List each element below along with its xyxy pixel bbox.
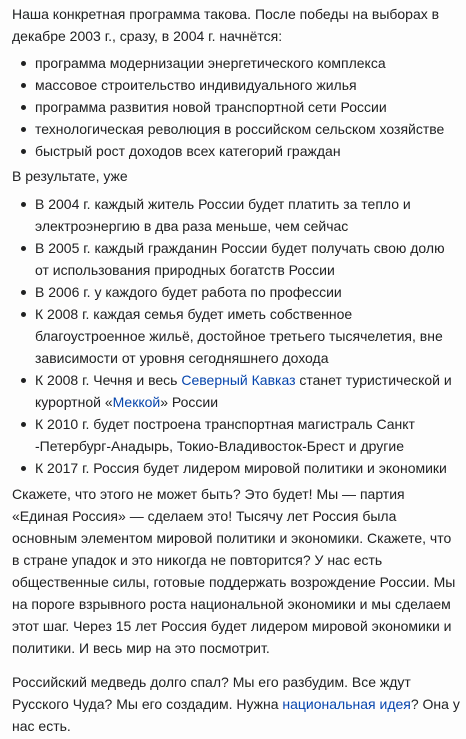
bullet-icon [21,61,26,66]
bullet-icon [21,290,26,295]
program-list-item [12,140,460,162]
program-item-text: технологическая революция в российском сельском хозяйстве [35,121,445,137]
final-paragraph [12,671,460,737]
program-list-item [12,118,460,140]
bullet-icon [21,202,26,207]
program-list-item [12,52,460,74]
program-list [12,52,460,162]
program-item-text: быстрый рост доходов всех категорий граждан [35,143,341,159]
result-item-text: В 2005 г. каждый гражданин России будет получать свою долю от использования природных богатств России [35,240,445,278]
bullet-icon [21,312,26,317]
results-list [12,193,460,479]
bullet-icon [21,422,26,427]
result-item-text-mid: станет туристической и курортной « [35,372,452,410]
result-list-item [12,237,460,281]
mecca-link[interactable]: Меккой [112,394,161,410]
north-caucasus-link[interactable]: Северный Кавказ [181,372,296,388]
result-list-item [12,303,460,369]
final-text-pre: Российский медведь долго спал? Мы его разбудим. Все ждут Русского Чуда? Мы его создадим. Нужна [12,674,411,712]
result-list-item [12,369,460,413]
summary-paragraph: Скажете, что этого не может быть? Это будет! Мы — партия «Единая Россия» — сделаем это! Тысячу лет Россия была основным элементом мировой политики и экономики. Скажете, что в стране упадок и это никогда не повторится? У нас есть общественные силы, готовые поддержать возрождение России. Мы на пороге взрывного роста национальной экономики и мы сделаем этот шаг. Через 15 лет Россия будет лидером мировой экономики и политики. И весь мир на это посмотрит. [12,486,456,656]
bullet-icon [21,149,26,154]
bullet-icon [21,83,26,88]
result-item-text: К 2010 г. будет построена транспортная магистраль Санкт -Петербург-Анадырь, Токио-Владивосток-Брест и другие [35,416,415,454]
bullet-icon [21,466,26,471]
national-idea-link[interactable]: национальная идея [282,696,411,712]
program-item-text: программа модернизации энергетического комплекса [35,55,386,71]
final-text-post: ? Она у нас есть. [12,696,460,734]
result-intro: В результате, уже [12,168,128,184]
bullet-icon [21,378,26,383]
result-item-text-post: » России [160,394,219,410]
result-list-item [12,193,460,237]
result-list-item [12,457,460,479]
program-item-text: программа развития новой транспортной сети России [35,99,387,115]
result-item-text: В 2006 г. у каждого будет работа по профессии [35,284,342,300]
result-item-text-pre: К 2008 г. Чечня и весь [35,372,182,388]
bullet-icon [21,246,26,251]
program-list-item [12,96,460,118]
program-item-text: массовое строительство индивидуального жилья [35,77,357,93]
program-list-item [12,74,460,96]
result-item-text: К 2017 г. Россия будет лидером мировой политики и экономики [35,460,447,476]
intro-paragraph: Наша конкретная программа такова. После победы на выборах в декабре 2003 г., сразу, в 2004 г. начнётся: [12,6,440,44]
bullet-icon [21,105,26,110]
result-item-text: К 2008 г. каждая семья будет иметь собственное благоустроенное жильё, достойное третьего тысячелетия, вне зависимости от уровня сегодняшнего дохода [35,306,443,366]
bullet-icon [21,127,26,132]
result-list-item [12,413,460,457]
result-item-text: В 2004 г. каждый житель России будет платить за тепло и электроэнергию в два раза меньше, чем сейчас [35,196,411,234]
result-list-item [12,281,460,303]
